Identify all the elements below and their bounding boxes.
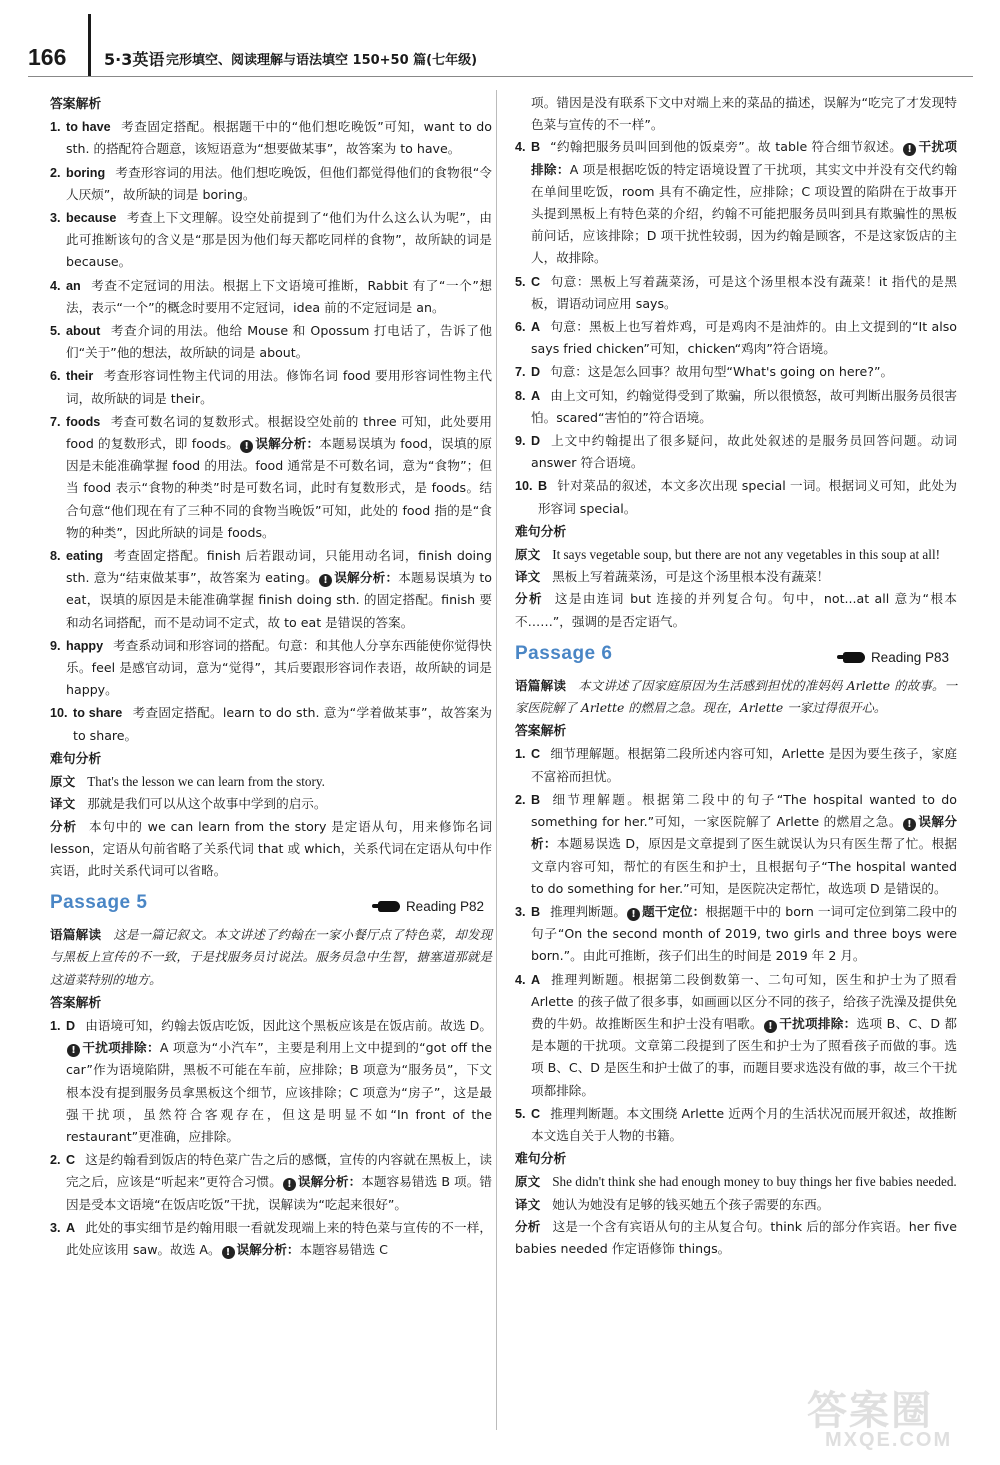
warning-icon: ! [222, 1246, 235, 1259]
explanation: 考查形容词的用法。他们想吃晚饭，但他们都觉得他们的食物很“令人厌烦”，故所缺的词是 boring。 [66, 164, 492, 202]
explanation: 考查上下文理解。设空处前提到了“他们为什么这么认为呢”，由此可推断该句的含义是“那是因为他们每天都吃同样的食物”，故所缺的词是 because。 [66, 210, 492, 270]
passage-5-reading: 语篇解读 这是一篇记叙文。本文讲述了约翰在一家小餐厅点了特色菜，却发现与黑板上宣传的不一致，于是找服务员讨说法。服务员急中生智，搪塞道那就是这道菜特别的地方。 [50, 927, 493, 987]
item-number: 9. [50, 638, 61, 653]
item-number: 8. [515, 388, 526, 403]
explanation: 考查形容词性物主代词的用法。修饰名词 food 要用形容词性物主代词，故所缺的词是 their。 [66, 368, 492, 406]
item-number: 3. [515, 904, 526, 919]
item-number: 3. [50, 1220, 61, 1235]
item-number: 1. [50, 120, 61, 135]
note-label: 干扰项排除： [778, 1015, 857, 1031]
explanation: 推理判断题。本文围绕 Arlette 近两个月的生活状况而展开叙述，故推断本文选自关于人物的书籍。 [531, 1105, 957, 1143]
page-header [28, 44, 973, 74]
explanation: 推理判断题。根据第二段倒数第一、二句可知，医生和护士为了照看 Arlette 的孩子做了很多事，如画画以区分不同的孩子，给孩子洗澡及提供免费的牛奶。故推断医生和护士没有唱歌。 [531, 971, 957, 1031]
answer-item [50, 207, 492, 274]
explanation: 由上文可知，约翰觉得受到了欺骗，所以很愤怒，故可判断出服务员很害怕。scared“害怕的”符合语境。 [531, 387, 957, 425]
pointing-hand-icon [843, 652, 865, 663]
header-divider [88, 14, 91, 76]
explanation: 考查固定搭配。finish 后若跟动词，只能用动名词，finish doing sth. 意为“结束做某事”，故答案为 eating。 [66, 548, 492, 586]
item-number: 4. [50, 278, 61, 293]
answer-item [515, 901, 957, 968]
answer-item [515, 475, 957, 519]
answer-item [50, 275, 492, 319]
answer-item [50, 1149, 492, 1216]
original-sentence: 原文 It says vegetable soup, but there are not any vegetables in this soup at all! [515, 547, 941, 563]
answer-value: happy [66, 638, 104, 653]
answer-value: boring [66, 165, 106, 180]
item-number: 2. [515, 792, 526, 807]
warning-icon: ! [67, 1044, 80, 1057]
explanation: 考查介词的用法。他给 Mouse 和 Opossum 打电话了，告诉了他们“关于”他的想法，故所缺的词是 about。 [66, 323, 492, 361]
item-number: 1. [515, 747, 526, 762]
answer-list [50, 116, 492, 747]
answer-value: D [531, 365, 541, 380]
passage-5-reference: Reading P82 [378, 896, 484, 918]
answer-value: to have [66, 120, 111, 135]
explanation: 这是约翰看到饭店的特色菜广告之后的感慨，宣传的内容就在黑板上，读完之后，应该是“听起来”更符合习惯。 [66, 1152, 492, 1190]
passage-6-reference: Reading P83 [843, 647, 949, 669]
passage-6-title: Passage 6 [515, 642, 613, 664]
answer-value: B [531, 904, 541, 919]
answer-item [515, 271, 957, 315]
note-label: 题干定位： [642, 903, 706, 919]
item-number: 2. [50, 1153, 61, 1168]
warning-icon: ! [283, 1178, 296, 1191]
explanation: 细节理解题。根据第二段所述内容可知，Arlette 是因为要生孩子，家庭不富裕而担忧。 [531, 746, 957, 784]
answer-value: C [531, 747, 541, 762]
header-rule [28, 76, 973, 77]
passage-6-reading: 语篇解读 本文讲述了因家庭原因为生活感到担忧的准妈妈 Arlette 的故事。一家医院解了 Arlette 的燃眉之急。现在，Arlette 一家过得很开心。 [515, 677, 957, 716]
explanation: 考查系动词和形容词的搭配。句意：和其他人分享东西能使你觉得快乐。feel 是感官动词，意为“觉得”，其后要跟形容词作表语，故所缺的词是 happy。 [66, 637, 492, 698]
warning-icon: ! [903, 818, 916, 831]
item-number: 3. [50, 211, 61, 226]
answer-value: B [531, 792, 541, 807]
item-number: 7. [515, 365, 526, 380]
passage-5-answer-list [50, 1015, 492, 1261]
answer-value: A [531, 972, 541, 987]
difficult-sentence-heading: 难句分析 [515, 1152, 567, 1168]
answer-value: C [531, 1106, 541, 1121]
note-label: 干扰项排除： [531, 139, 958, 177]
note-text: 本题容易错选 C [299, 1241, 388, 1257]
answer-item [50, 162, 492, 206]
item-number: 4. [515, 972, 526, 987]
answer-value: foods [66, 414, 101, 429]
explanation: 推理判断题。 [550, 903, 627, 919]
answer-item [50, 545, 492, 634]
item-3-continuation: 项。错因是没有联系下文中对端上来的菜品的描述，误解为“吃完了才发现特色菜与宣传的不一样”。 [531, 95, 957, 133]
answer-value: C [66, 1153, 76, 1168]
answer-value: about [66, 324, 101, 339]
answer-item [515, 1103, 957, 1147]
note-label: 误解分析： [297, 1174, 362, 1190]
answer-value: A [66, 1220, 76, 1235]
book-title: 完形填空、阅读理解与语法填空 150+50 篇(七年级) [166, 53, 478, 68]
answer-item [515, 969, 957, 1102]
difficult-sentence-heading: 难句分析 [50, 751, 102, 767]
brand-logo: 5·3英语 [104, 50, 165, 69]
item-number: 7. [50, 414, 61, 429]
explanation: 考查不定冠词的用法。根据上下文语境可推断，Rabbit 有了“一个”想法，表示“一个”的概念时要用不定冠词，idea 前的不定冠词是 an。 [66, 277, 492, 315]
answer-item [50, 702, 492, 746]
note-text: 本题易误填为 to eat，误填的原因是未能准确掌握 finish doing sth. 的固定搭配。finish 要和动名词搭配，而不是动词不定式，故 to eat 是错误的答案。 [66, 570, 492, 630]
translation: 译文 那就是我们可以从这个故事中学到的启示。 [50, 796, 327, 812]
item-number: 8. [50, 549, 61, 564]
answer-item [515, 361, 957, 383]
passage-6-answer-heading: 答案解析 [515, 724, 567, 740]
item-number: 2. [50, 165, 61, 180]
translation: 译文 黑板上写着蔬菜汤，可是这个汤里根本没有蔬菜！ [515, 569, 830, 585]
passage-5-answer-list-cont [515, 136, 957, 519]
answer-value: C [531, 274, 541, 289]
answer-value: B [538, 479, 548, 494]
note-text: 本题易误选 D，原因是文章提到了医生就误认为只有医生帮了忙。根据文章内容可知，帮忙的有医生和护士，且根据句子“The hospital wanted to do something for her.”可知，是医院决定帮忙，故选项 D 是错误的。 [531, 836, 958, 896]
answer-item [515, 789, 957, 900]
difficult-sentence-heading: 难句分析 [515, 524, 567, 540]
watermark-url: MXQE.COM [825, 1429, 953, 1451]
answer-value: B [531, 140, 541, 155]
answer-item [515, 743, 957, 787]
answer-item [50, 116, 492, 160]
explanation: 句意：黑板上也写着炸鸡，可是鸡肉不是油炸的。由上文提到的“It also says fried chicken”可知，chicken“鸡肉”符合语境。 [531, 319, 957, 357]
translation: 译文 她认为她没有足够的钱买她五个孩子需要的东西。 [515, 1196, 830, 1212]
note-text: 本题易误填为 food，误填的原因是未能准确掌握 food 的用法。food 通常是不可数名词，意为“食物”；但当 food 表示“食物的种类”时是可数名词，此时有复数形式，是 foods。结合句意“他们现在有了三种不同的食物当晚饭”可知，此处的 food 指的是“食物的种类”，因此所缺的词是 foods。 [66, 436, 492, 540]
note-text: 选项 B、C、D 都是本题的干扰项。文章第二段提到了医生和护士为了照看孩子而做的事。选项 B、C、D 是医生和护士做了的事，而题目要求选没有做的事，故三个干扰项都排除。 [531, 1015, 958, 1098]
passage-5-header [50, 892, 492, 922]
answer-item [50, 635, 492, 702]
item-number: 5. [515, 274, 526, 289]
item-number: 9. [515, 434, 526, 449]
answer-value: because [66, 211, 117, 226]
note-label: 误解分析： [531, 814, 958, 852]
warning-icon: ! [319, 574, 332, 587]
item-number: 5. [515, 1106, 526, 1121]
answer-item [50, 320, 492, 364]
explanation: 句意：这是怎么回事？故用句型“What's going on here?”。 [550, 364, 894, 380]
answer-item [515, 316, 957, 360]
watermark-text: 答案圈 [807, 1388, 933, 1434]
right-column [515, 92, 957, 1260]
item-number: 5. [50, 324, 61, 339]
note-text: 本题容易错选 B 项。错因是受本文语境“在饭店吃饭”干扰，误解读为“吃起来很好”。 [66, 1174, 492, 1212]
warning-icon: ! [240, 440, 253, 453]
item-number: 10. [50, 706, 68, 721]
note-label: 误解分析： [334, 570, 399, 586]
answer-value: D [531, 434, 541, 449]
note-label: 误解分析： [236, 1241, 300, 1257]
warning-icon: ! [903, 143, 916, 156]
answer-item [50, 1015, 492, 1148]
page-number: 166 [28, 44, 67, 70]
answer-value: an [66, 278, 81, 293]
warning-icon: ! [627, 908, 640, 921]
explanation: 上文中约翰提出了很多疑问，故此处叙述的是服务员回答问题。动词 answer 符合语境。 [531, 433, 957, 471]
explanation: 细节理解题。根据第二段中的句子“The hospital wanted to do something for her.”可知，一家医院解了 Arlette 的燃眉之急。 [531, 791, 957, 830]
explanation: 由语境可知，约翰去饭店吃饭，因此这个黑板应该是在饭店前。故选 D。 [85, 1017, 492, 1033]
answer-item [50, 1217, 492, 1261]
answer-item [50, 411, 492, 544]
passage-6-answer-list [515, 743, 957, 1147]
answer-value: A [531, 320, 541, 335]
note-text: A 项意为“小汽车”，主要是利用上文中提到的“got off the car”作为语境陷阱，黑板不可能在车前，应排除；B 项意为“服务员”，下文根本没有提到服务员拿黑板这个细节，应该排除；C 项意为“房子”，这是最强干扰项，虽然符合客观存在，但这是明显不如“In front of the restaurant”更准确，应排除。 [66, 1040, 493, 1144]
original-sentence: 原文 That's the lesson we can learn from the story. [50, 774, 325, 790]
note-label: 误解分析： [255, 436, 320, 452]
watermark [797, 1373, 982, 1455]
answer-item [515, 385, 957, 429]
explanation: 考查可数名词的复数形式。根据设空处前的 three 可知，此处要用 food 的复数形式，即 foods。 [66, 413, 492, 452]
analysis: 分析 这是一个含有宾语从句的主从复合句。think 后的部分作宾语。her five babies needed 作定语修饰 things。 [515, 1218, 957, 1256]
left-column [50, 92, 492, 1262]
note-text: 根据题干中的 born 一词可定位到第二段中的句子“On the second month of 2019, two girls and three boys were born.”。由此可推断，孩子们出生的时间是 2019 年 2 月。 [531, 903, 957, 964]
explanation: 针对菜品的叙述，本文多次出现 special 一词。根据词义可知，此处为形容词 special。 [538, 478, 957, 516]
column-divider [496, 90, 497, 1430]
explanation: “约翰把服务员叫回到他的饭桌旁”。故 table 符合细节叙述。 [550, 139, 903, 155]
answer-value: D [66, 1018, 76, 1033]
answer-value: to share [73, 706, 123, 721]
answer-item [515, 136, 957, 269]
answer-item [50, 365, 492, 409]
explanation: 此处的事实细节是约翰用眼一看就发现端上来的特色菜与宣传的不一样，此处应该用 saw。故选 A。 [66, 1219, 492, 1257]
answer-heading: 答案解析 [50, 97, 102, 112]
item-number: 10. [515, 479, 533, 494]
explanation: 考查固定搭配。learn to do sth. 意为“学着做某事”，故答案为 to share。 [73, 705, 492, 743]
explanation: 考查固定搭配。根据题干中的“他们想吃晚饭”可知，want to do sth. 的搭配符合题意，该短语意为“想要做某事”，故答案为 to have。 [66, 119, 492, 157]
warning-icon: ! [764, 1020, 777, 1033]
note-label: 干扰项排除： [82, 1040, 160, 1056]
passage-5-answer-heading: 答案解析 [50, 995, 102, 1011]
explanation: 句意：黑板上写着蔬菜汤，可是这个汤里根本没有蔬菜！it 指代的是黑板，谓语动词应用 says。 [531, 273, 957, 311]
item-number: 6. [515, 320, 526, 335]
item-number: 6. [50, 369, 61, 384]
analysis: 分析 这是由连词 but 连接的并列复合句。句中，not...at all 意为“根本不……”，强调的是否定语气。 [515, 591, 957, 629]
item-number: 4. [515, 140, 526, 155]
pointing-hand-icon [378, 901, 400, 912]
analysis: 分析 本句中的 we can learn from the story 是定语从句，用来修饰名词 lesson，定语从句前省略了关系代词 that 或 which，关系代词在定语从句中作宾语，此时关系代词可以省略。 [50, 818, 493, 878]
original-sentence: 原文 She didn't think she had enough money to buy things her five babies needed. [515, 1174, 957, 1190]
item-number: 1. [50, 1018, 61, 1033]
answer-value: A [531, 388, 541, 403]
passage-6-header [515, 643, 957, 673]
answer-value: eating [66, 549, 104, 564]
answer-item [515, 430, 957, 474]
passage-5-title: Passage 5 [50, 892, 148, 914]
note-text: A 项是根据吃饭的特定语境设置了干扰项，其实文中并没有交代约翰在单间里吃饭，room 具有不确定性，应排除；C 项设置的陷阱在于故事开头提到黑板上有特色菜的介绍，约翰不可能把服务员叫到具有欺骗性的黑板前问话，应该排除；D 项干扰性较弱，因为约翰是顾客，不是这家饭店的主人，故排除。 [531, 161, 958, 266]
answer-value: their [66, 369, 94, 384]
